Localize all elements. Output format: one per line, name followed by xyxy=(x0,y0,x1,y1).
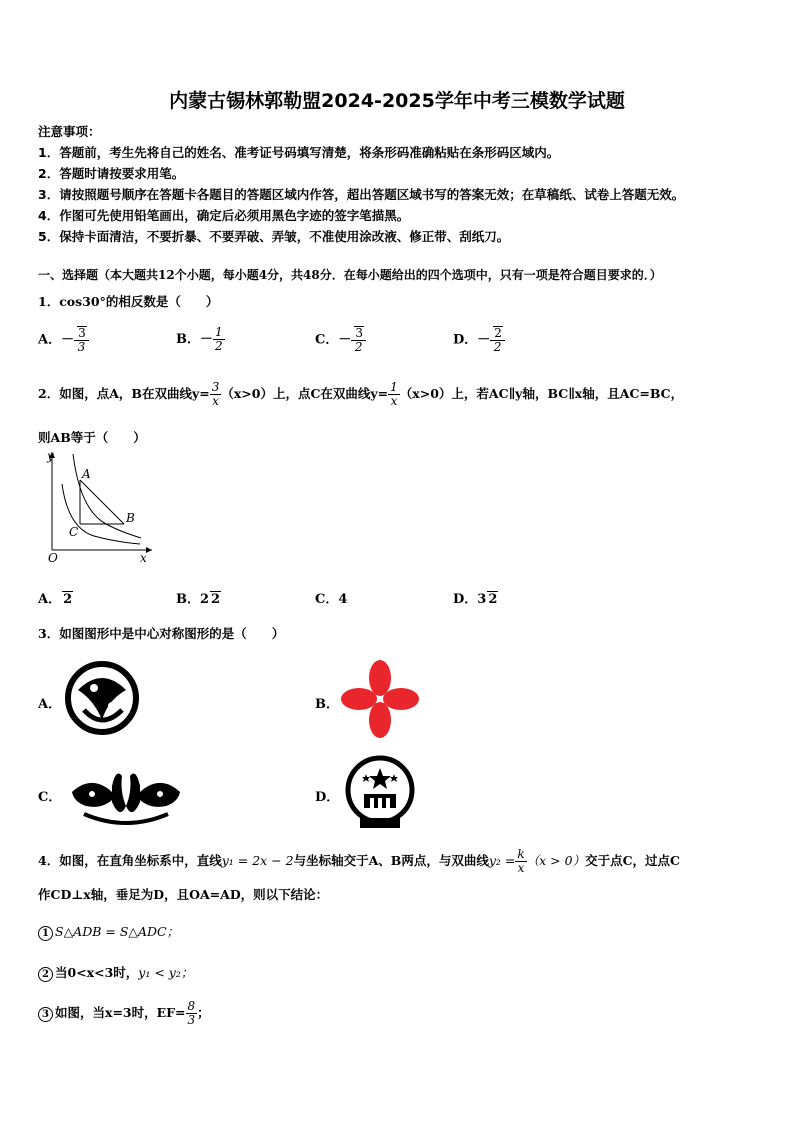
sqrt: 2 xyxy=(494,326,502,340)
notice-heading: 注意事项： xyxy=(38,124,101,139)
q4-conclusion-3: 3 如图，当x=3时，EF= $\frac{8}{3}$ ； xyxy=(38,1000,210,1027)
question-3-stem: 3．如图图形中是中心对称图形的是（ ） xyxy=(38,626,285,641)
section-heading: 一、选择题（本大题共12个小题，每小题4分，共48分．在每小题给出的四个选项中，只有一项是符合题目要求的．） xyxy=(38,268,662,282)
fraction xyxy=(74,326,89,354)
notice-item: 3．请按照题号顺序在答题卡各题目的答题区域内作答，超出答题区域书写的答案无效；在草稿纸、试卷上答题无效。 xyxy=(38,187,685,202)
point-b-label: B xyxy=(126,511,135,525)
emblem-a-image xyxy=(64,660,144,738)
minus-sign: － xyxy=(338,332,352,348)
circled-number: 3 xyxy=(38,1007,53,1022)
option-label: B． xyxy=(176,332,200,347)
option-label: C． xyxy=(315,332,339,348)
axis-x-label: x xyxy=(140,551,147,565)
fraction: $\frac{3}{2}$ xyxy=(351,326,366,354)
q2-option-a[interactable]: A． 2 xyxy=(38,592,73,607)
equation-y2: y₂ = xyxy=(488,853,516,868)
question-1-stem: 1．cos30°的相反数是（ ） xyxy=(38,294,219,309)
minus-sign: － xyxy=(200,332,214,347)
notice-item: 1．答题前，考生先将自己的姓名、准考证号码填写清楚，将条形码准确粘贴在条形码区域内。 xyxy=(38,145,560,160)
q3-option-a-label[interactable]: A． xyxy=(38,697,62,712)
notice-item: 5．保持卡面清洁，不要折暴、不要弄破、弄皱，不准使用涂改液、修正带、刮纸刀。 xyxy=(38,229,510,244)
national-emblem-d-image xyxy=(342,752,418,832)
minus-sign: － xyxy=(61,332,75,348)
sqrt: 3 xyxy=(355,326,364,340)
point-c-label: C xyxy=(69,525,79,539)
notice-item: 4．作图可先使用铅笔画出，确定后必须用黑色字迹的签字笔描黑。 xyxy=(38,208,410,223)
q4-conclusion-2: 2 当0<x<3时，y₁ < y₂； xyxy=(38,963,193,982)
q1-option-b[interactable] xyxy=(176,326,225,353)
question-2-line2: 则AB等于（ ） xyxy=(38,430,146,445)
q2-option-c[interactable]: C．4 xyxy=(315,592,348,607)
circled-number: 2 xyxy=(38,967,53,982)
q1-option-d[interactable] xyxy=(453,326,505,354)
page-title: 内蒙古锡林郭勒盟2024-2025学年中考三模数学试题 xyxy=(169,90,625,112)
option-label: D． xyxy=(453,332,478,348)
circled-number: 1 xyxy=(38,926,53,941)
sqrt: 3 xyxy=(78,326,86,340)
q2-option-d[interactable]: D．3 2 xyxy=(453,592,498,607)
q1-option-a[interactable] xyxy=(38,326,89,354)
q2-option-b[interactable]: B．2 2 xyxy=(176,592,221,607)
q3-option-b-label[interactable]: B． xyxy=(315,697,339,712)
equation-y1: y₁ = 2x − 2 xyxy=(221,853,294,868)
question-4-line2: 作CD⊥x轴，垂足为D，且OA=AD，则以下结论： xyxy=(38,887,329,902)
clover-b-image xyxy=(340,658,420,740)
q1-option-c[interactable] xyxy=(315,326,366,354)
q2-figure xyxy=(36,450,156,570)
q4-conclusion-1: 1 S△ADB = S△ADC； xyxy=(38,922,179,941)
point-a-label: A xyxy=(82,467,91,481)
option-label: A． xyxy=(38,332,62,348)
notice-item: 2．答题时请按要求用笔。 xyxy=(38,166,185,181)
minus-sign: － xyxy=(477,332,491,348)
q3-option-d-label[interactable]: D． xyxy=(315,790,340,805)
birds-c-image xyxy=(64,762,188,830)
question-2-stem: 2．如图，点A，B在双曲线y= $\frac{3}{x}$ （x>0）上，点C在双曲线y= $\frac{1}{x}$ （x>0）上，若AC∥y轴，BC∥x轴，且AC=BC， xyxy=(38,380,684,408)
fraction: $\frac{2}{2}$ xyxy=(490,326,505,354)
axis-y-label: y xyxy=(47,450,54,463)
question-4-stem: 4．如图，在直角坐标系中，直线y₁ = 2x − 2与坐标轴交于A、B两点，与双曲线y₂ = $\frac{k}{x}$ （x > 0）交于点C，过点C xyxy=(38,847,680,875)
q3-option-c-label[interactable]: C． xyxy=(38,790,62,805)
denominator: 3 xyxy=(77,340,86,354)
fraction: $\frac{1}{2}$ xyxy=(215,325,223,353)
origin-label: O xyxy=(48,551,58,565)
